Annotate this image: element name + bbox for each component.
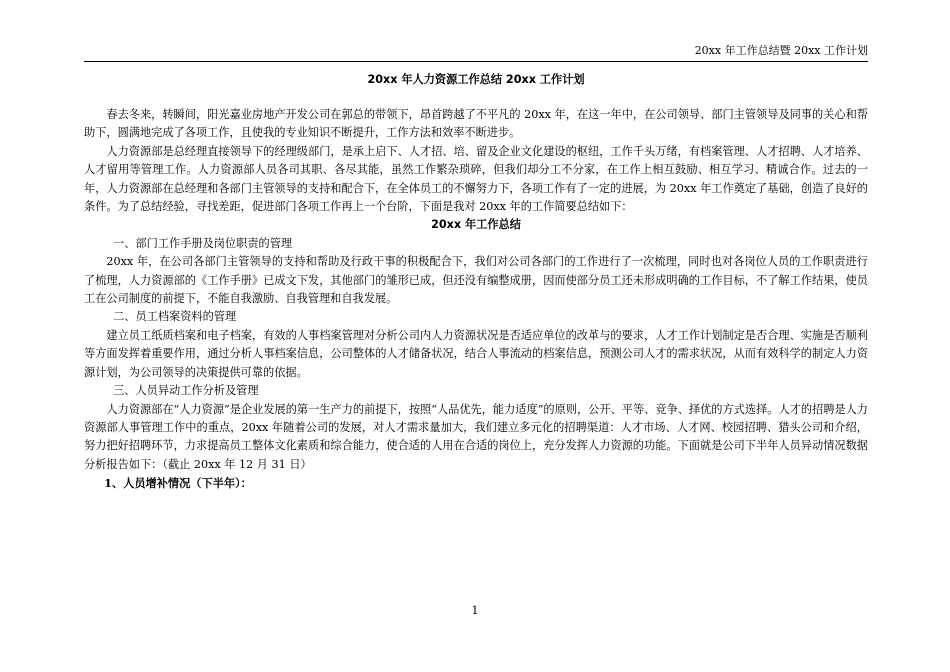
page-number: 1	[471, 604, 479, 617]
section-heading-3: 三、人员异动工作分析及管理	[113, 384, 259, 398]
summary-title: 20xx 年工作总结	[431, 218, 521, 232]
header-rule	[84, 61, 868, 62]
intro-paragraph-2: 人力资源部是总经理直接领导下的经理级部门，是承上启下、人才招、培、留及企业文化建设的枢纽，工作千头万绪，有档案管理、人才招聘、人才培养、人才留用等管理工作。人力资源部人员各司其职、各尽其能，虽然工作繁杂琐碎，但我们却分工不分家，在工作上相互鼓励、相互学习、精诚合作。过去的一年，人力资源部在总经理和各部门主管领导的支持和配合下，在全体员工的不懈努力下，各项工作有了一定的进展，为 20xx 年工作奠定了基础，创造了良好的条件。为了总结经验，寻找差距，促进部门各项工作再上一个台阶，下面是我对 20xx 年的工作简要总结如下：	[84, 144, 868, 214]
section-paragraph-1: 20xx 年，在公司各部门主管领导的支持和帮助及行政干事的积极配合下，我们对公司各部门的工作进行了一次梳理，同时也对各岗位人员的工作职责进行了梳理，人力资源部的《工作手册》已成文下发，其他部门的雏形已成，但还没有编整成册，因而使部分员工还未形成明确的工作目标，不了解工作结果，使员工在公司制度的前提下，不能自我激励、自我管理和自我发展。	[84, 255, 868, 306]
intro-paragraph-1: 春去冬来，转瞬间，阳光嘉业房地产开发公司在郭总的带领下，昂首跨越了不平凡的 20xx 年，在这一年中，在公司领导、部门主管领导及同事的关心和帮助下，圆满地完成了各项工作，且使我的专业知识不断提升，工作方法和效率不断进步。	[84, 108, 868, 140]
section-paragraph-3: 人力资源部在“人力资源”是企业发展的第一生产力的前提下，按照“人品优先，能力适度”的原则，公开、平等、竞争、择优的方式选择。人才的招聘是人力资源部人事管理工作中的重点，20xx 年随着公司的发展，对人才需求量加大，我们建立多元化的招聘渠道：人才市场、人才网、校园招聘、猎头公司和介绍，努力把好招聘环节，力求提高员工整体文化素质和综合能力，使合适的人用在合适的岗位上，充分发挥人力资源的功能。下面就是公司下半年人员异动情况数据分析报告如下：（截止 20xx 年 12 月 31 日）	[84, 402, 868, 471]
document-title: 20xx 年人力资源工作总结 20xx 工作计划	[367, 73, 585, 86]
running-header: 20xx 年工作总结暨 20xx 工作计划	[694, 44, 868, 57]
section-heading-2: 二、员工档案资料的管理	[113, 310, 237, 324]
section-heading-1: 一、部门工作手册及岗位职责的管理	[113, 236, 293, 250]
section-paragraph-2: 建立员工纸质档案和电子档案，有效的人事档案管理对分析公司内人力资源状况是否适应单位的改革与的要求，人才工作计划制定是否合理、实施是否顺利等方面发挥着重要作用，通过分析人事档案信息，公司整体的人才储备状况，结合人事流动的档案信息，预测公司人才的需求状况，从而有效科学的制定人力资源计划，为公司领导的决策提供可靠的依据。	[84, 328, 868, 379]
numbered-heading: 1、人员增补情况（下半年）：	[104, 476, 252, 491]
document-body	[84, 68, 868, 493]
